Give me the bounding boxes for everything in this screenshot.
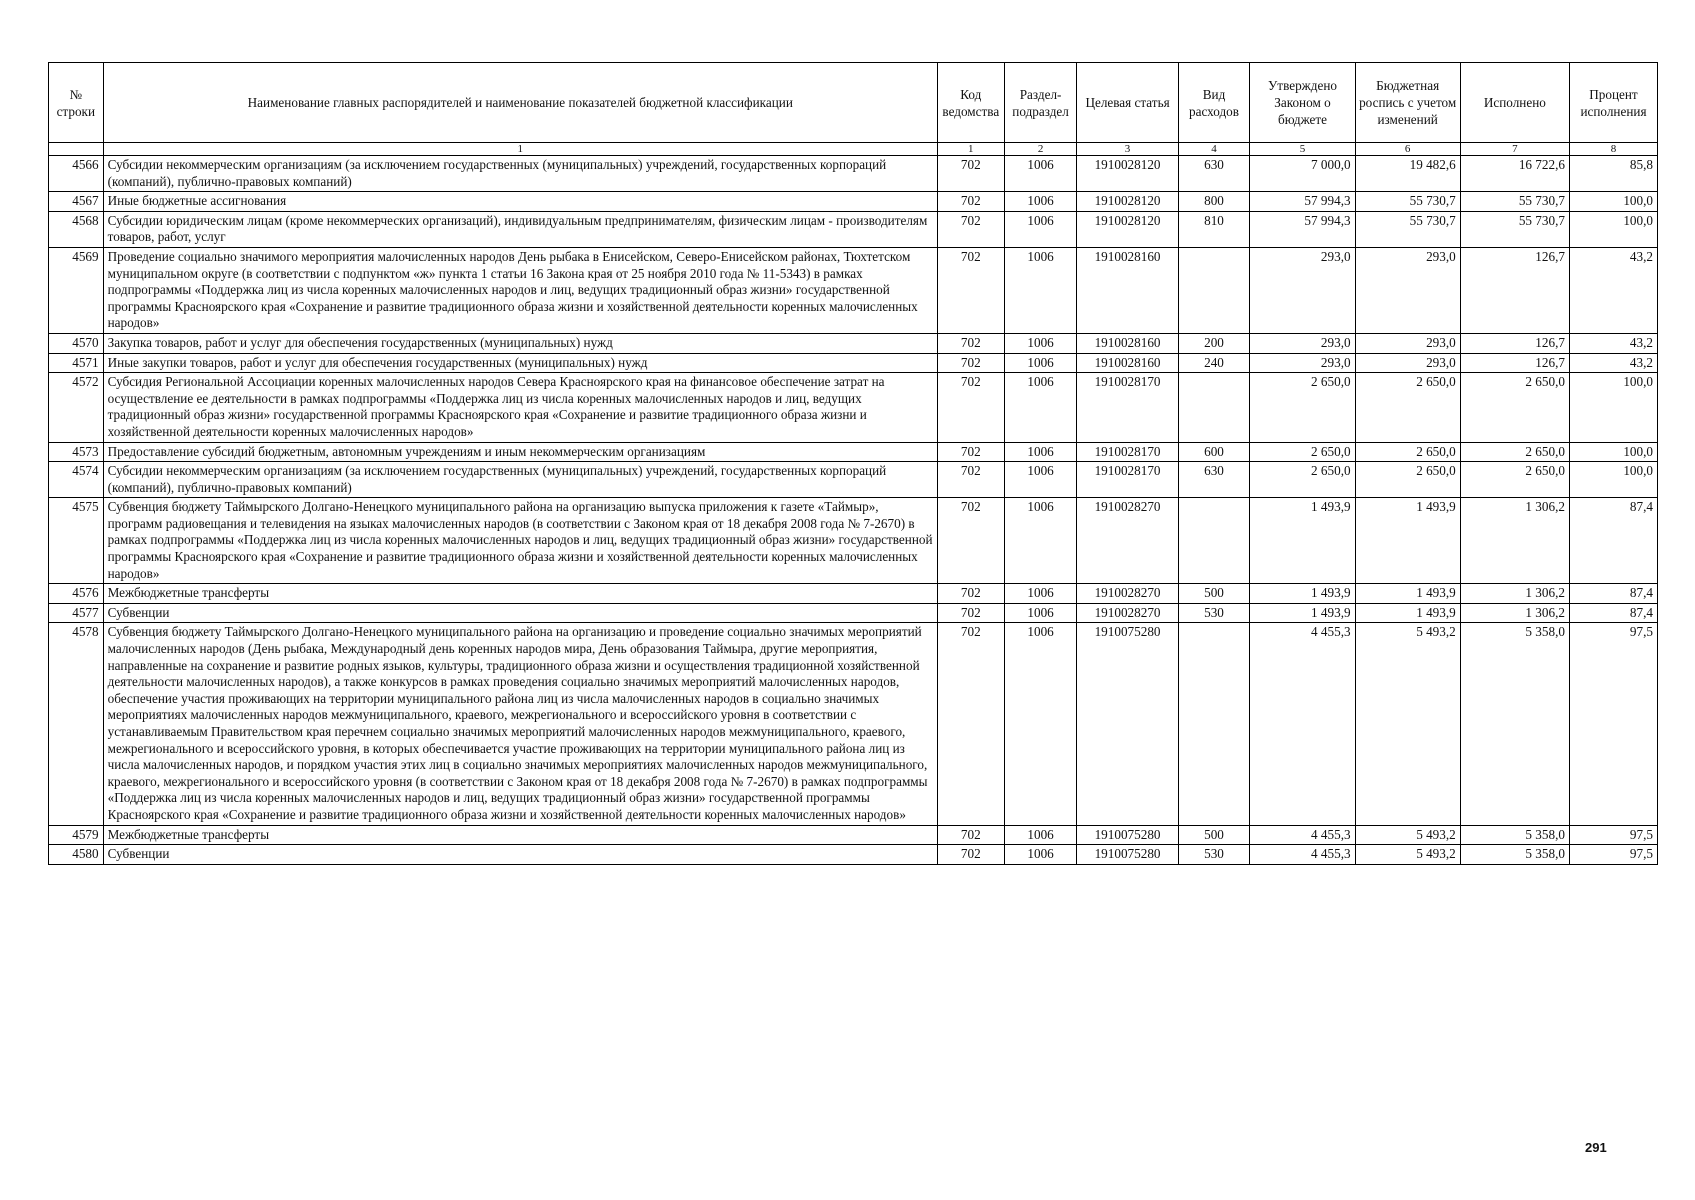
- section-code: 1006: [1004, 211, 1077, 247]
- executed-amount: 2 650,0: [1460, 373, 1569, 442]
- target-article: 1910075280: [1077, 623, 1178, 825]
- row-number: 4578: [49, 623, 104, 825]
- table-row: [49, 353, 1658, 373]
- section-code: 1006: [1004, 845, 1077, 865]
- table-row: [49, 211, 1658, 247]
- column-number-row: [49, 143, 1658, 156]
- column-number: 7: [1460, 143, 1569, 156]
- header-executed: Исполнено: [1460, 63, 1569, 143]
- target-article: 1910028270: [1077, 603, 1178, 623]
- item-name: Субсидия Региональной Ассоциации коренных малочисленных народов Севера Красноярского края на финансовое обеспечение затрат на осуществление ее деятельности в рамках подпрограммы «Поддержка лиц из числа коренных малочисленных народов и лиц, ведущих традиционный образ жизни» государственной программы Красноярского края «Сохранение и развитие традиционного образа жизни и хозяйственной деятельности коренных малочисленных народов»: [103, 373, 937, 442]
- item-name: Субсидии юридическим лицам (кроме некоммерческих организаций), индивидуальным предпринимателям, физическим лицам - производителям товаров, работ, услуг: [103, 211, 937, 247]
- column-number: 1: [103, 143, 937, 156]
- execution-percent: 97,5: [1569, 845, 1657, 865]
- header-name: Наименование главных распорядителей и наименование показателей бюджетной классификации: [103, 63, 937, 143]
- execution-percent: 97,5: [1569, 623, 1657, 825]
- executed-amount: 126,7: [1460, 247, 1569, 333]
- approved-amount: 4 455,3: [1250, 825, 1355, 845]
- executed-amount: 1 306,2: [1460, 584, 1569, 604]
- expense-type: [1178, 498, 1250, 584]
- executed-amount: 5 358,0: [1460, 825, 1569, 845]
- target-article: 1910028270: [1077, 584, 1178, 604]
- dept-code: 702: [937, 156, 1004, 192]
- row-number: 4567: [49, 192, 104, 212]
- dept-code: 702: [937, 623, 1004, 825]
- header-approved: Утверждено Законом о бюджете: [1250, 63, 1355, 143]
- dept-code: 702: [937, 498, 1004, 584]
- page-number: 291: [1585, 1140, 1607, 1155]
- row-number: 4568: [49, 211, 104, 247]
- expense-type: 530: [1178, 845, 1250, 865]
- column-number: [49, 143, 104, 156]
- section-code: 1006: [1004, 623, 1077, 825]
- table-header: [49, 63, 1658, 156]
- table-body: [49, 156, 1658, 865]
- row-number: 4572: [49, 373, 104, 442]
- approved-amount: 1 493,9: [1250, 603, 1355, 623]
- executed-amount: 126,7: [1460, 333, 1569, 353]
- execution-percent: 100,0: [1569, 442, 1657, 462]
- expense-type: [1178, 623, 1250, 825]
- item-name: Субвенция бюджету Таймырского Долгано-Ненецкого муниципального района на организацию и проведение социально значимых мероприятий малочисленных народов (День рыбака, Международный день коренных народов мира, День образования Таймыра, другие мероприятия, направленные на сохранение и развитие родных языков, культуры, традиционного образа жизни и осуществления традиционной хозяйственной деятельности малочисленных народов), а также конкурсов в рамках проведения социально значимых мероприятий малочисленных народов, обеспечение участия проживающих на территории муниципального района лиц из числа малочисленных народов в социально значимых мероприятиях малочисленных народов межмуниципального, краевого, межрегионального и всероссийского уровня в соответствии с устанавливаемым Правительством края перечнем социально значимых мероприятий малочисленных народов межмуниципального, краевого, межрегионального и всероссийского уровня, в которых обеспечивается участие проживающих на территории муниципального района лиц из числа малочисленных народов, и порядком участия этих лиц в социально значимых мероприятиях малочисленных народов межмуниципального, краевого, межрегионального и всероссийского уровня (в соответствии с Законом края от 18 декабря 2008 года № 7-2670) в рамках подпрограммы «Поддержка лиц из числа коренных малочисленных народов и лиц, ведущих традиционный образ жизни» государственной программы Красноярского края «Сохранение и развитие традиционного образа жизни и хозяйственной деятельности коренных малочисленных народов»: [103, 623, 937, 825]
- row-number: 4576: [49, 584, 104, 604]
- executed-amount: 2 650,0: [1460, 442, 1569, 462]
- approved-amount: 293,0: [1250, 247, 1355, 333]
- budget-amount: 5 493,2: [1355, 825, 1460, 845]
- target-article: 1910028170: [1077, 442, 1178, 462]
- dept-code: 702: [937, 247, 1004, 333]
- expense-type: 240: [1178, 353, 1250, 373]
- table-row: [49, 192, 1658, 212]
- budget-amount: 19 482,6: [1355, 156, 1460, 192]
- executed-amount: 1 306,2: [1460, 498, 1569, 584]
- header-target-article: Целевая статья: [1077, 63, 1178, 143]
- table-row: [49, 247, 1658, 333]
- header-section: Раздел-подраздел: [1004, 63, 1077, 143]
- executed-amount: 55 730,7: [1460, 192, 1569, 212]
- budget-amount: 1 493,9: [1355, 603, 1460, 623]
- section-code: 1006: [1004, 353, 1077, 373]
- table-row: [49, 584, 1658, 604]
- row-number: 4566: [49, 156, 104, 192]
- target-article: 1910028120: [1077, 192, 1178, 212]
- execution-percent: 87,4: [1569, 498, 1657, 584]
- expense-type: 630: [1178, 462, 1250, 498]
- section-code: 1006: [1004, 603, 1077, 623]
- section-code: 1006: [1004, 247, 1077, 333]
- column-number: 6: [1355, 143, 1460, 156]
- header-dept-code: Код ведомства: [937, 63, 1004, 143]
- table-row: [49, 498, 1658, 584]
- item-name: Субвенции: [103, 603, 937, 623]
- approved-amount: 57 994,3: [1250, 211, 1355, 247]
- budget-amount: 1 493,9: [1355, 584, 1460, 604]
- budget-amount: 55 730,7: [1355, 192, 1460, 212]
- row-number: 4574: [49, 462, 104, 498]
- target-article: 1910028160: [1077, 247, 1178, 333]
- budget-amount: 2 650,0: [1355, 373, 1460, 442]
- row-number: 4579: [49, 825, 104, 845]
- item-name: Субсидии некоммерческим организациям (за исключением государственных (муниципальных) учреждений, государственных корпораций (компаний), публично-правовых компаний): [103, 156, 937, 192]
- column-number: 3: [1077, 143, 1178, 156]
- execution-percent: 85,8: [1569, 156, 1657, 192]
- item-name: Межбюджетные трансферты: [103, 584, 937, 604]
- section-code: 1006: [1004, 333, 1077, 353]
- section-code: 1006: [1004, 825, 1077, 845]
- expense-type: 600: [1178, 442, 1250, 462]
- expense-type: [1178, 373, 1250, 442]
- execution-percent: 100,0: [1569, 192, 1657, 212]
- row-number: 4577: [49, 603, 104, 623]
- expense-type: 500: [1178, 825, 1250, 845]
- expense-type: 530: [1178, 603, 1250, 623]
- header-expense-type: Вид расходов: [1178, 63, 1250, 143]
- table-row: [49, 462, 1658, 498]
- row-number: 4570: [49, 333, 104, 353]
- approved-amount: 1 493,9: [1250, 584, 1355, 604]
- executed-amount: 2 650,0: [1460, 462, 1569, 498]
- table-row: [49, 825, 1658, 845]
- execution-percent: 97,5: [1569, 825, 1657, 845]
- target-article: 1910075280: [1077, 845, 1178, 865]
- table-row: [49, 845, 1658, 865]
- target-article: 1910028120: [1077, 156, 1178, 192]
- execution-percent: 43,2: [1569, 247, 1657, 333]
- approved-amount: 1 493,9: [1250, 498, 1355, 584]
- executed-amount: 1 306,2: [1460, 603, 1569, 623]
- expense-type: 630: [1178, 156, 1250, 192]
- item-name: Проведение социально значимого мероприятия малочисленных народов День рыбака в Енисейском, Северо-Енисейском районах, Тюхтетском муниципальном округе (в соответствии с подпунктом «ж» пункта 1 статьи 16 Закона края от 25 ноября 2010 года № 11-5343) в рамках подпрограммы «Поддержка лиц из числа коренных малочисленных народов и лиц, ведущих традиционный образ жизни» государственной программы Красноярского края «Сохранение и развитие традиционного образа жизни и хозяйственной деятельности коренных малочисленных народов»: [103, 247, 937, 333]
- approved-amount: 7 000,0: [1250, 156, 1355, 192]
- target-article: 1910028160: [1077, 333, 1178, 353]
- execution-percent: 100,0: [1569, 462, 1657, 498]
- item-name: Субвенция бюджету Таймырского Долгано-Ненецкого муниципального района на организацию выпуска приложения к газете «Таймыр», программ радиовещания и телевидения на языках малочисленных народов (в соответствии с Законом края от 18 декабря 2008 года № 7-2670) в рамках подпрограммы «Поддержка лиц из числа коренных малочисленных народов и лиц, ведущих традиционный образ жизни» государственной программы Красноярского края «Сохранение и развитие традиционного образа жизни и хозяйственной деятельности коренных малочисленных народов»: [103, 498, 937, 584]
- section-code: 1006: [1004, 442, 1077, 462]
- budget-amount: 5 493,2: [1355, 623, 1460, 825]
- expense-type: [1178, 247, 1250, 333]
- approved-amount: 293,0: [1250, 353, 1355, 373]
- item-name: Иные бюджетные ассигнования: [103, 192, 937, 212]
- dept-code: 702: [937, 442, 1004, 462]
- item-name: Предоставление субсидий бюджетным, автономным учреждениям и иным некоммерческим организациям: [103, 442, 937, 462]
- dept-code: 702: [937, 353, 1004, 373]
- execution-percent: 43,2: [1569, 333, 1657, 353]
- approved-amount: 293,0: [1250, 333, 1355, 353]
- target-article: 1910028270: [1077, 498, 1178, 584]
- dept-code: 702: [937, 333, 1004, 353]
- execution-percent: 87,4: [1569, 603, 1657, 623]
- column-number: 2: [1004, 143, 1077, 156]
- column-number: 5: [1250, 143, 1355, 156]
- dept-code: 702: [937, 192, 1004, 212]
- budget-amount: 2 650,0: [1355, 462, 1460, 498]
- section-code: 1006: [1004, 192, 1077, 212]
- dept-code: 702: [937, 584, 1004, 604]
- approved-amount: 2 650,0: [1250, 442, 1355, 462]
- header-budget-schedule: Бюджетная роспись с учетом изменений: [1355, 63, 1460, 143]
- budget-amount: 5 493,2: [1355, 845, 1460, 865]
- approved-amount: 57 994,3: [1250, 192, 1355, 212]
- budget-amount: 1 493,9: [1355, 498, 1460, 584]
- section-code: 1006: [1004, 584, 1077, 604]
- header-row-number: № строки: [49, 63, 104, 143]
- dept-code: 702: [937, 211, 1004, 247]
- execution-percent: 100,0: [1569, 211, 1657, 247]
- row-number: 4571: [49, 353, 104, 373]
- executed-amount: 5 358,0: [1460, 845, 1569, 865]
- approved-amount: 4 455,3: [1250, 623, 1355, 825]
- header-percent: Процент исполнения: [1569, 63, 1657, 143]
- target-article: 1910028160: [1077, 353, 1178, 373]
- table-row: [49, 156, 1658, 192]
- expense-type: 200: [1178, 333, 1250, 353]
- item-name: Закупка товаров, работ и услуг для обеспечения государственных (муниципальных) нужд: [103, 333, 937, 353]
- column-number: 4: [1178, 143, 1250, 156]
- executed-amount: 126,7: [1460, 353, 1569, 373]
- row-number: 4569: [49, 247, 104, 333]
- row-number: 4580: [49, 845, 104, 865]
- column-number: 8: [1569, 143, 1657, 156]
- target-article: 1910028120: [1077, 211, 1178, 247]
- executed-amount: 16 722,6: [1460, 156, 1569, 192]
- approved-amount: 2 650,0: [1250, 462, 1355, 498]
- dept-code: 702: [937, 462, 1004, 498]
- table-row: [49, 603, 1658, 623]
- dept-code: 702: [937, 825, 1004, 845]
- approved-amount: 4 455,3: [1250, 845, 1355, 865]
- executed-amount: 55 730,7: [1460, 211, 1569, 247]
- budget-amount: 293,0: [1355, 333, 1460, 353]
- table-row: [49, 442, 1658, 462]
- table-row: [49, 373, 1658, 442]
- item-name: Межбюджетные трансферты: [103, 825, 937, 845]
- execution-percent: 87,4: [1569, 584, 1657, 604]
- target-article: 1910075280: [1077, 825, 1178, 845]
- target-article: 1910028170: [1077, 462, 1178, 498]
- column-number: 1: [937, 143, 1004, 156]
- expense-type: 500: [1178, 584, 1250, 604]
- budget-amount: 2 650,0: [1355, 442, 1460, 462]
- expense-type: 810: [1178, 211, 1250, 247]
- approved-amount: 2 650,0: [1250, 373, 1355, 442]
- budget-amount: 293,0: [1355, 247, 1460, 333]
- item-name: Субсидии некоммерческим организациям (за исключением государственных (муниципальных) учреждений, государственных корпораций (компаний), публично-правовых компаний): [103, 462, 937, 498]
- section-code: 1006: [1004, 462, 1077, 498]
- budget-amount: 55 730,7: [1355, 211, 1460, 247]
- section-code: 1006: [1004, 156, 1077, 192]
- executed-amount: 5 358,0: [1460, 623, 1569, 825]
- item-name: Иные закупки товаров, работ и услуг для обеспечения государственных (муниципальных) нужд: [103, 353, 937, 373]
- dept-code: 702: [937, 373, 1004, 442]
- section-code: 1006: [1004, 373, 1077, 442]
- budget-execution-table: [48, 62, 1658, 865]
- table-row: [49, 333, 1658, 353]
- dept-code: 702: [937, 603, 1004, 623]
- target-article: 1910028170: [1077, 373, 1178, 442]
- dept-code: 702: [937, 845, 1004, 865]
- budget-amount: 293,0: [1355, 353, 1460, 373]
- row-number: 4573: [49, 442, 104, 462]
- item-name: Субвенции: [103, 845, 937, 865]
- execution-percent: 100,0: [1569, 373, 1657, 442]
- row-number: 4575: [49, 498, 104, 584]
- execution-percent: 43,2: [1569, 353, 1657, 373]
- table-row: [49, 623, 1658, 825]
- expense-type: 800: [1178, 192, 1250, 212]
- section-code: 1006: [1004, 498, 1077, 584]
